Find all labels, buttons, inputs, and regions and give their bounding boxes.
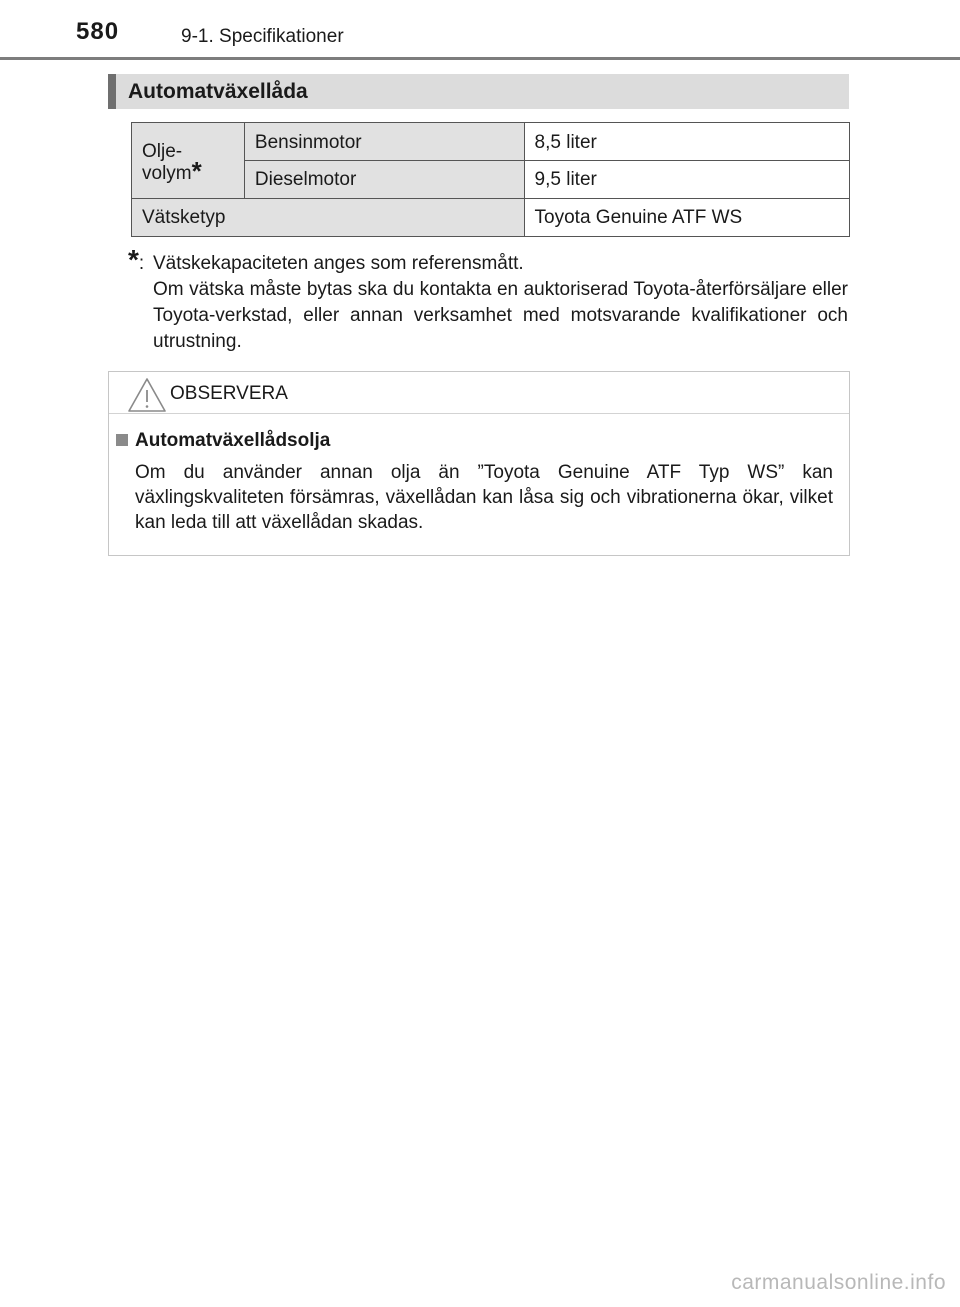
footnote-line-1: Vätskekapaciteten anges som referensmått. — [153, 253, 524, 274]
oil-volume-label-line1: Olje- — [142, 141, 183, 162]
footnote-mark — [128, 244, 145, 277]
page-number: 580 — [76, 18, 120, 45]
table-row — [132, 199, 850, 237]
section-title: Automatväxellåda — [128, 80, 308, 103]
warning-triangle-icon — [127, 377, 167, 413]
engine-type-cell: Bensinmotor — [244, 123, 524, 161]
caution-box — [108, 371, 850, 556]
footnote — [128, 244, 848, 355]
capacity-value-cell: 8,5 liter — [524, 123, 849, 161]
footnote-marker: * — [191, 156, 202, 186]
watermark: carmanualsonline.info — [731, 1271, 946, 1294]
caution-item-text: Om du använder annan olja än ”Toyota Genuine ATF Typ WS” kan växlingskvaliteten försämras, växellådan kan låsa sig och vibrationerna ökar, vilket kan leda till att växellådan skadas. — [135, 462, 833, 533]
table-row — [132, 123, 850, 161]
header-divider — [0, 57, 960, 60]
section-heading — [108, 74, 849, 109]
spec-table — [131, 122, 850, 237]
fluid-type-value-cell: Toyota Genuine ATF WS — [524, 199, 849, 237]
footnote-star: * — [128, 244, 139, 275]
footnote-line-2: Om vätska måste bytas ska du kontakta en auktoriserad Toyota-återförsäljare eller Toyota-verkstad, eller annan verksamhet med motsvarande kvalifikationer och utrustning. — [153, 279, 848, 352]
engine-type-cell: Dieselmotor — [244, 161, 524, 199]
caution-header — [109, 372, 849, 414]
fluid-type-label-cell: Vätsketyp — [132, 199, 525, 237]
page-header — [0, 0, 960, 58]
caution-title: OBSERVERA — [170, 383, 288, 404]
caution-item-title: Automatväxellådsolja — [135, 430, 331, 451]
footnote-colon: : — [138, 253, 145, 274]
capacity-value-cell: 9,5 liter — [524, 161, 849, 199]
section-breadcrumb: 9-1. Specifikationer — [181, 26, 344, 47]
square-bullet-icon — [116, 434, 128, 446]
oil-volume-label-cell — [132, 123, 245, 199]
oil-volume-label-line2: volym — [142, 163, 192, 184]
footnote-text — [153, 251, 848, 355]
